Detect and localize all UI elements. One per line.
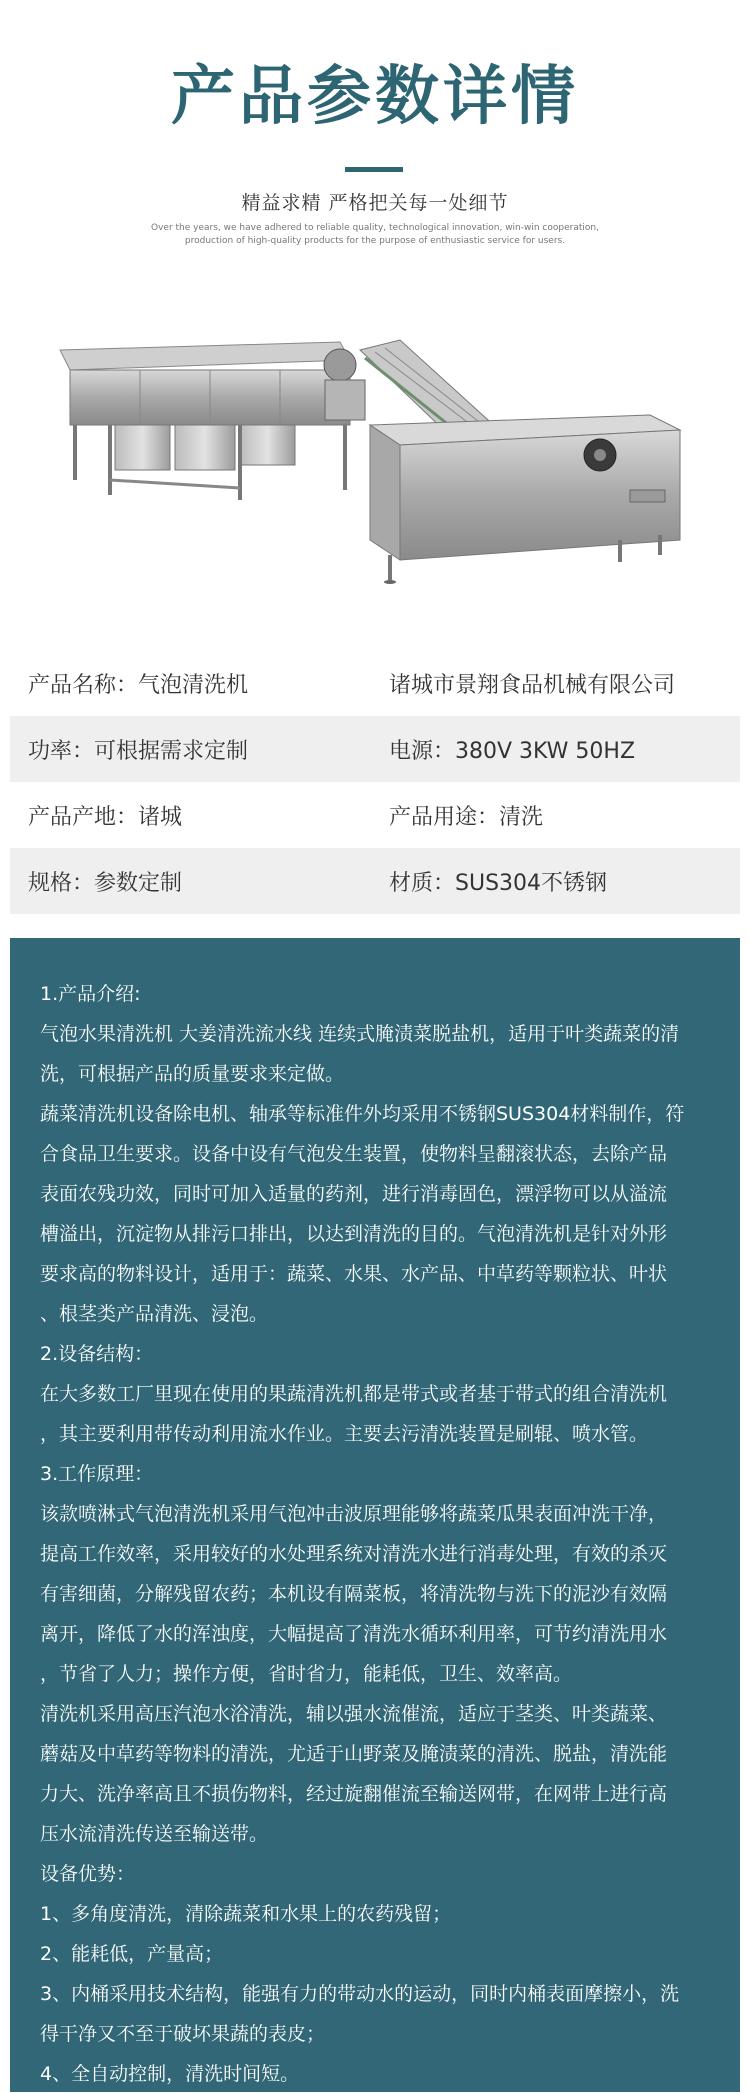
description-line: 表面农残功效，同时可加入适量的药剂，进行消毒固色，漂浮物可以从溢流 [40,1183,668,1205]
description-line: 1、多角度清洗，清除蔬菜和水果上的农药残留； [40,1903,452,1925]
title-underline [345,167,403,172]
spec-row [10,650,740,716]
description-line: ，节省了人力；操作方便，省时省力，能耗低，卫生、效率高。 [40,1663,573,1685]
description-line: 蘑菇及中草药等物料的清洗，尤适于山野菜及腌渍菜的清洗、脱盐，清洗能 [40,1743,668,1765]
description-line: 提高工作效率，采用较好的水处理系统对清洗水进行消毒处理，有效的杀灭 [40,1543,668,1565]
page-title: 产品参数详情 [171,60,579,134]
spec-row [10,782,740,848]
description-line: 有害细菌，分解残留农药；本机设有隔菜板，将清洗物与洗下的泥沙有效隔 [40,1583,668,1605]
spec-origin: 产品产地：诸城 [28,804,183,830]
description-line: 1.产品介绍: [40,983,141,1005]
english-tagline-line1: Over the years, we have adhered to reliable quality, technological innovation, win-win cooperation, [151,223,599,233]
description-line: 3、内桶采用技术结构，能强有力的带动水的运动，同时内桶表面摩擦小，洗 [40,1983,680,2005]
description-line: 气泡水果清洗机 大姜清洗流水线 连续式腌渍菜脱盐机，适用于叶类蔬菜的清 [40,1023,680,1045]
description-line: 要求高的物料设计，适用于：蔬菜、水果、水产品、中草药等颗粒状、叶状 [40,1263,668,1285]
description-line: 蔬菜清洗机设备除电机、轴承等标准件外均采用不锈钢SUS304材料制作，符 [40,1103,685,1125]
spec-row [10,848,740,914]
spec-row [10,716,740,782]
description-line: 2、能耗低，产量高； [40,1943,224,1965]
description-line: 该款喷淋式气泡清洗机采用气泡冲击波原理能够将蔬菜瓜果表面冲洗干净， [40,1503,668,1525]
description-line: 3.工作原理： [40,1463,154,1485]
spec-size: 规格：参数定制 [28,870,183,896]
spec-power-supply: 电源：380V 3KW 50HZ [389,738,636,764]
description-line: 清洗机采用高压汽泡水浴清洗，辅以强水流催流，适应于茎类、叶类蔬菜、 [40,1703,668,1725]
english-tagline-line2: production of high-quality products for the purpose of enthusiastic service for users. [184,236,566,246]
bubble-washing-machine-image [40,330,710,630]
description-line: 设备优势： [40,1863,136,1885]
description-line: 压水流清洗传送至输送带。 [40,1823,269,1845]
description-line: 槽溢出，沉淀物从排污口排出，以达到清洗的目的。气泡清洗机是针对外形 [40,1223,668,1245]
description-panel [10,938,740,2092]
description-line: 、根茎类产品清洗、浸泡。 [40,1303,269,1325]
description-line: 合食品卫生要求。设备中设有气泡发生装置，使物料呈翻滚状态，去除产品 [40,1143,668,1165]
spec-power: 功率：可根据需求定制 [28,738,249,764]
description-line: 得干净又不至于破坏果蔬的表皮； [40,2023,326,2045]
description-line: 洗，可根据产品的质量要求来定做。 [40,1063,345,1085]
description-line: ，其主要利用带传动利用流水作业。主要去污清洗装置是刷辊、喷水管。 [40,1423,649,1445]
page-subtitle: 精益求精 严格把关每一处细节 [241,192,509,214]
description-line: 离开，降低了水的浑浊度，大幅提高了清洗水循环利用率，可节约清洗用水 [40,1623,668,1645]
description-line: 4、全自动控制，清洗时间短。 [40,2063,300,2085]
description-line: 在大多数工厂里现在使用的果蔬清洗机都是带式或者基于带式的组合清洗机 [40,1383,668,1405]
header-section [0,0,750,255]
spec-usage: 产品用途：清洗 [389,804,544,830]
spec-table [10,650,740,914]
description-line: 力大、洗净率高且不损伤物料，经过旋翻催流至输送网带，在网带上进行高 [40,1783,668,1805]
spec-manufacturer: 诸城市景翔食品机械有限公司 [389,672,676,698]
spec-material: 材质：SUS304不锈钢 [389,870,608,896]
description-line: 2.设备结构： [40,1343,154,1365]
spec-product-name: 产品名称：气泡清洗机 [28,672,249,698]
